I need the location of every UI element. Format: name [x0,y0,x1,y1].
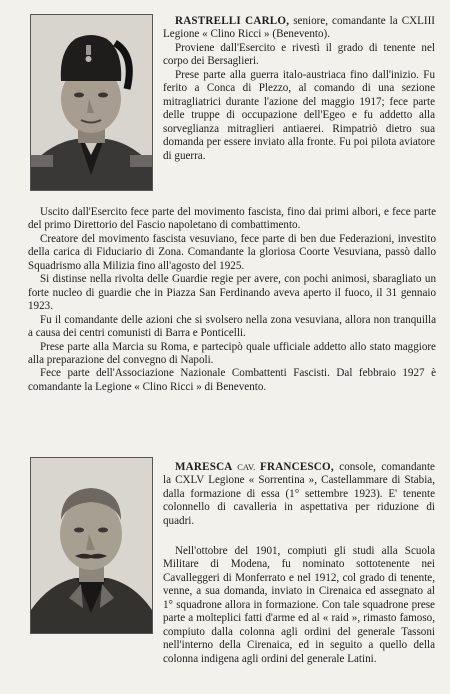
intro-text: seniore, comandante la CXLIII Legione « Clino Ricci » (Benevento). [163,15,435,41]
paragraph: Uscito dall'Esercito fece parte del movimento fascista, fino dai primi albori, e fece parte del primo Direttorio del Fascio napoletano di combattimento. [28,206,436,232]
portrait-photo-icon [30,14,153,191]
paragraph: Nell'ottobre del 1901, compiuti gli studi alla Scuola Militare di Modena, fu nominato sottotenente nei Cavalleggeri di Monferrato e nel 1912, col grado di tenente, venne, a sua domanda, inviato in Cirenaica ed assegnato al 1° squadrone allora in formazione. Con tale squadrone prese parte a molteplici fatti d'arme ed al « raid », rimasto famoso, compiuto dalla colonna agli ordini del generale Tassoni nell'interno della Cirenaica, ed in seguito a quello della colonna indigena agli ordini del generale Latini. [163,545,435,665]
paragraph: Prese parte alla Marcia su Roma, e partecipò quale ufficiale addetto allo stato maggiore alla preparazione del convegno di Napoli. [28,340,436,366]
paragraph: Si distinse nella rivolta delle Guardie regie per avere, con pochi animosi, sbaragliato un forte nucleo di guardie che in Piazza San Ferdinando aveva aperto il fuoco, il 31 gennaio 1923. [28,273,436,313]
paragraph: Creatore del movimento fascista vesuviano, fece parte di ben due Federazioni, investito della carica di Fiduciario di Zona. Comandante la gloriosa Coorte Vesuviana, passò dallo Squadrismo alla Milizia fino all'agosto del 1925. [28,232,436,272]
entry-intro-text [163,461,435,528]
officer-name: MARESCA [175,461,233,473]
paragraph: Fu il comandante delle azioni che si svolsero nella zona vesuviana, allora non tranquilla a causa dei centri comunisti di Barra e Ponticelli. [28,313,436,340]
paragraph: Fece parte dell'Associazione Nazionale Combattenti Fascisti. Dal febbraio 1927 è comandante la Legione « Clino Ricci » di Benevento. [28,367,436,393]
biography-entry-maresca [0,452,450,694]
paragraph: Proviene dall'Esercito e rivestì il grado di tenente nel corpo dei Bersaglieri. [163,41,435,68]
officer-name: RASTRELLI CARLO, [175,15,290,27]
officer-rank-prefix: CAV. [232,462,260,472]
intro-text: console, comandante la CXLV Legione « Sorrentina », Castellammare di Stabia, dalla formazione di essa (1° settembre 1923). E' tenente colonnello di cavalleria in aspettativa per riduzione di quadri. [163,461,435,527]
officer-name-rest: FRANCESCO, [260,461,334,473]
entry-body-text [28,206,436,394]
portrait-photo-icon [30,457,153,634]
entry-intro-text [163,15,435,163]
entry-body-text [163,545,435,666]
paragraph: Prese parte alla guerra italo-austriaca fino dall'inizio. Fu ferito a Conca di Plezzo, al comando di una sezione mitragliatrici durante l'azione del maggio 1917; fece parte delle truppe di occupazione dell'Egeo e fu addetto alla sorveglianza mitraglieri antiaerei. Rimpatriò dietro sua domanda per essere inviato alla fronte. Fu poi pilota aviatore di guerra. [163,68,435,162]
